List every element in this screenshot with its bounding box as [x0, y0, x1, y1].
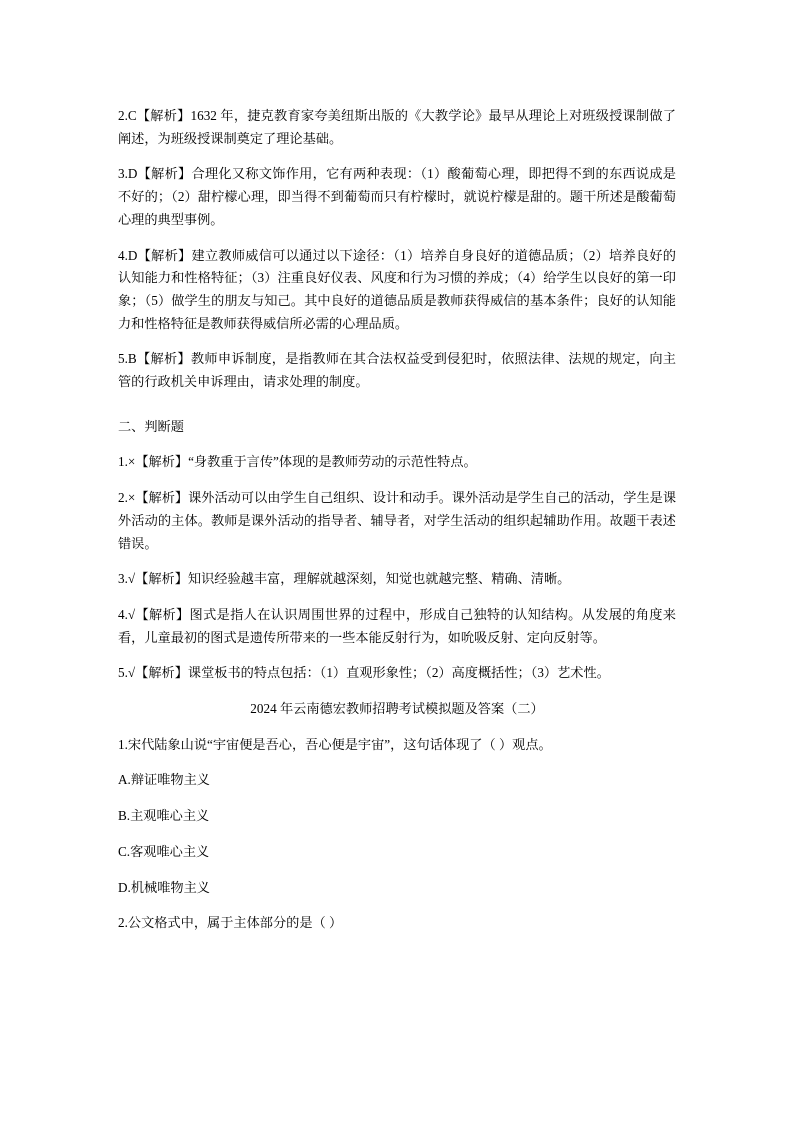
answer-item-4: 4.D【解析】建立教师威信可以通过以下途径：（1）培养自身良好的道德品质；（2）培养良好的认知能力和性格特征；（3）注重良好仪表、风度和行为习惯的养成；（4）给学生以良好的第一印象；（5）做学生的朋友与知己。其中良好的道德品质是教师获得威信的基本条件；良好的认知能力和性格特征是教师获得威信所必需的心理品质。 [118, 247, 676, 331]
document-body [118, 105, 676, 935]
judgement-item-4: 4.√【解析】图式是指人在认识周围世界的过程中，形成自己独特的认知结构。从发展的角度来看，儿童最初的图式是遗传所带来的一些本能反射行为，如吮吸反射、定向反射等。 [118, 606, 676, 645]
answer-item-3: 3.D【解析】合理化又称文饰作用，它有两种表现：（1）酸葡萄心理，即把得不到的东西说成是不好的；（2）甜柠檬心理，即当得不到葡萄而只有柠檬时，就说柠檬是甜的。题干所述是酸葡萄心理的典型事例。 [118, 166, 676, 227]
question-1-option-b: B.主观唯心主义 [118, 808, 210, 824]
question-item-2: 2.公文格式中，属于主体部分的是（ ） [118, 915, 343, 931]
question-1-option-a: A.辩证唯物主义 [118, 772, 210, 788]
question-1-option-c: C.客观唯心主义 [118, 843, 210, 859]
judgement-item-1: 1.×【解析】“身教重于言传”体现的是教师劳动的示范性特点。 [118, 454, 477, 470]
paper-title: 2024 年云南德宏教师招聘考试模拟题及答案（二） [250, 701, 544, 717]
judgement-item-3: 3.√【解析】知识经验越丰富，理解就越深刻，知觉也就越完整、精确、清晰。 [118, 571, 571, 587]
section-heading-judgement: 二、判断题 [118, 418, 184, 434]
judgement-item-2: 2.×【解析】课外活动可以由学生自己组织、设计和动手。课外活动是学生自己的活动，学生是课外活动的主体。教师是课外活动的指导者、辅导者，对学生活动的组织起辅助作用。故题干表述错误。 [118, 490, 677, 551]
judgement-item-5: 5.√【解析】课堂板书的特点包括：（1）直观形象性；（2）高度概括性；（3）艺术性。 [118, 665, 610, 681]
question-item-1: 1.宋代陆象山说“宇宙便是吾心，吾心便是宇宙”，这句话体现了（ ）观点。 [118, 736, 552, 752]
answer-item-2: 2.C【解析】1632 年，捷克教育家夸美纽斯出版的《大教学论》最早从理论上对班级授课制做了阐述，为班级授课制奠定了理论基础。 [118, 108, 676, 146]
question-1-option-d: D.机械唯物主义 [118, 879, 210, 895]
answer-item-5: 5.B【解析】教师申诉制度，是指教师在其合法权益受到侵犯时，依照法律、法规的规定，向主管的行政机关申诉理由，请求处理的制度。 [118, 351, 676, 390]
